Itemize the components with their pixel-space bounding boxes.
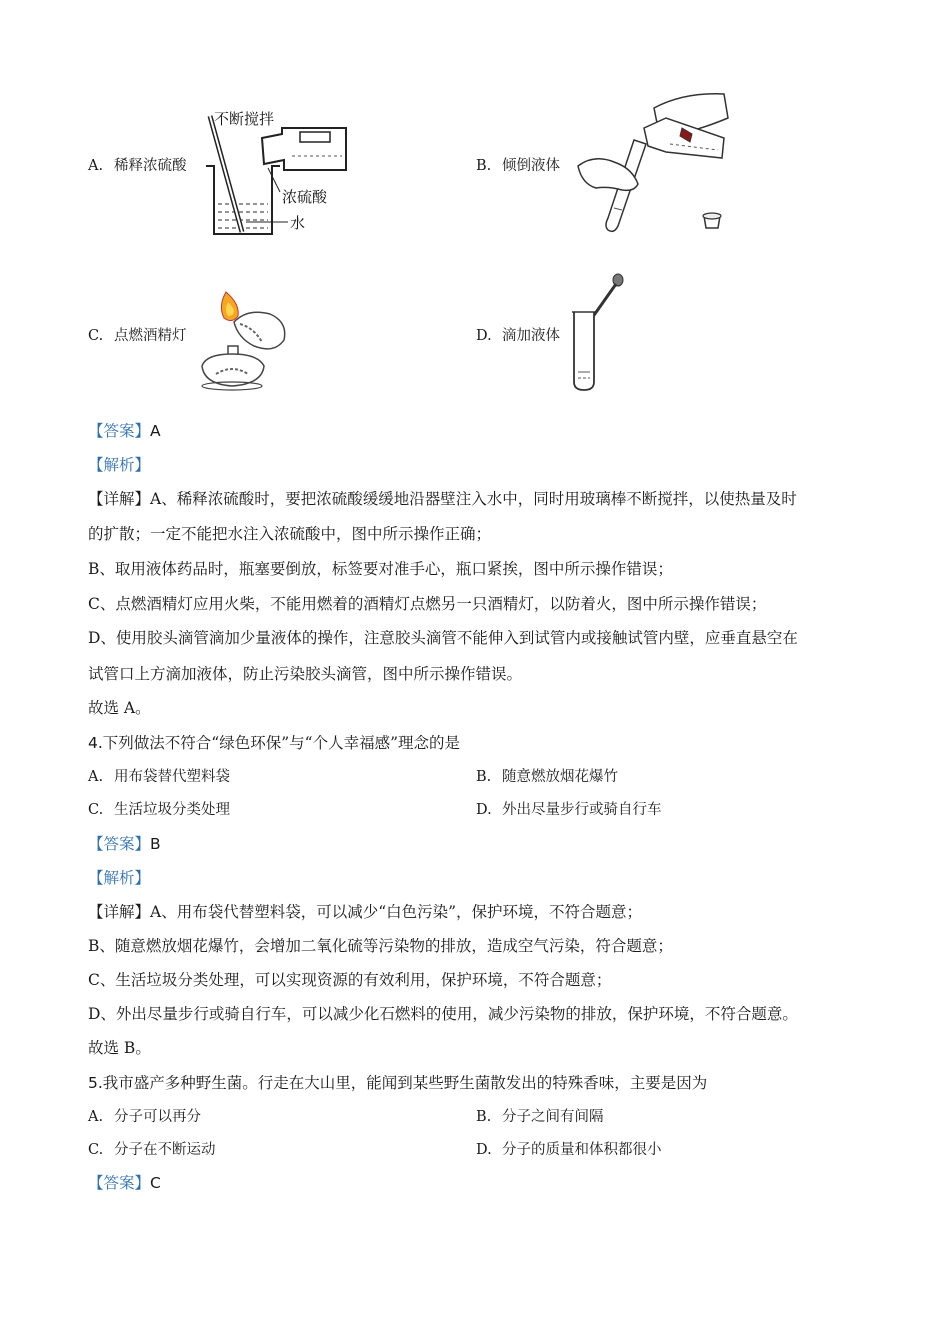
- option-text: 点燃酒精灯: [114, 328, 187, 344]
- option-letter: B.: [476, 158, 492, 174]
- question-number: 5: [88, 1074, 98, 1092]
- q5-option-d: [476, 1140, 662, 1160]
- option-letter: C.: [88, 802, 104, 818]
- q3-option-d: [476, 326, 560, 346]
- q4-detail-line-4: D、外出尽量步行或骑自行车，可以减少化石燃料的使用，减少污染物的排放，保护环境，不符合题意。: [88, 1005, 798, 1023]
- q3-option-c: [88, 326, 187, 346]
- q3-detail-line-6: 试管口上方滴加液体，防止污染胶头滴管，图中所示操作错误。: [88, 665, 523, 683]
- q3-answer: [88, 421, 161, 441]
- option-text: 稀释浓硫酸: [114, 158, 187, 174]
- option-letter: D.: [476, 1142, 492, 1158]
- drop-liquid-figure: [568, 272, 632, 394]
- q5-answer: [88, 1173, 161, 1193]
- option-letter: C.: [88, 1142, 104, 1158]
- q4-detail-line-2: B、随意燃放烟花爆竹，会增加二氧化硫等污染物的排放，造成空气污染，符合题意；: [88, 937, 673, 955]
- detail-label: 【详解】: [88, 490, 151, 508]
- analysis-label: 【解析】: [88, 456, 151, 474]
- option-letter: A.: [88, 1109, 104, 1125]
- q5-option-b: [476, 1107, 604, 1127]
- option-text: 外出尽量步行或骑自行车: [502, 802, 662, 818]
- pour-liquid-figure: [574, 88, 734, 238]
- q5-option-a: [88, 1107, 201, 1127]
- option-text: 倾倒液体: [502, 158, 560, 174]
- q5-option-c: [88, 1140, 216, 1160]
- q3-detail-line-2: 的扩散；一定不能把水注入浓硫酸中，图中所示操作正确；: [88, 525, 492, 543]
- q4-detail-line-1: [88, 902, 642, 922]
- answer-value: B: [150, 835, 161, 853]
- option-text: 随意燃放烟花爆竹: [502, 769, 618, 785]
- analysis-label: 【解析】: [88, 869, 151, 887]
- acid-label: 浓硫酸: [282, 188, 328, 206]
- option-letter: D.: [476, 802, 492, 818]
- option-text: 用布袋替代塑料袋: [114, 769, 230, 785]
- q4-analysis-label: [88, 868, 150, 888]
- q4-option-d: [476, 800, 662, 820]
- option-letter: B.: [476, 1109, 492, 1125]
- option-text: 分子在不断运动: [114, 1142, 216, 1158]
- answer-value: C: [150, 1174, 161, 1192]
- option-text: 生活垃圾分类处理: [114, 802, 230, 818]
- answer-value: A: [150, 422, 161, 440]
- option-text: 分子之间有间隔: [502, 1109, 604, 1125]
- q4-conclusion: 故选 B。: [88, 1039, 151, 1057]
- light-lamp-figure: [192, 288, 296, 392]
- q3-option-a: [88, 156, 187, 176]
- q4-option-c: [88, 800, 230, 820]
- option-letter: C.: [88, 328, 104, 344]
- question-text: .下列做法不符合“绿色环保”与“个人幸福感”理念的是: [97, 734, 460, 752]
- option-letter: A.: [88, 769, 104, 785]
- q3-option-b: [476, 156, 560, 176]
- detail-text: A、稀释浓硫酸时，要把浓硫酸缓缓地沿器壁注入水中，同时用玻璃棒不断搅拌，以使热量及时: [150, 490, 797, 508]
- option-letter: D.: [476, 328, 492, 344]
- q3-detail-line-1: [88, 489, 797, 509]
- question-number: 4: [88, 734, 98, 752]
- q4-detail-line-3: C、生活垃圾分类处理，可以实现资源的有效利用，保护环境，不符合题意；: [88, 971, 612, 989]
- answer-label: 【答案】: [88, 422, 151, 440]
- option-letter: B.: [476, 769, 492, 785]
- q4-option-b: [476, 767, 618, 787]
- water-label: 水: [290, 214, 306, 232]
- q3-detail-line-4: C、点燃酒精灯应用火柴，不能用燃着的酒精灯点燃另一只酒精灯，以防着火，图中所示操作错误；: [88, 595, 767, 613]
- q3-conclusion: 故选 A。: [88, 699, 151, 717]
- stir-label: 不断搅拌: [214, 110, 275, 128]
- option-letter: A.: [88, 158, 104, 174]
- q3-detail-line-3: B、取用液体药品时，瓶塞要倒放，标签要对准手心，瓶口紧挨，图中所示操作错误；: [88, 560, 673, 578]
- detail-text: A、用布袋代替塑料袋，可以减少“白色污染”，保护环境，不符合题意；: [150, 903, 643, 921]
- option-text: 分子的质量和体积都很小: [502, 1142, 662, 1158]
- dilute-acid-figure: [196, 104, 356, 240]
- detail-label: 【详解】: [88, 903, 151, 921]
- q5-stem: [88, 1073, 707, 1093]
- q4-answer: [88, 834, 161, 854]
- answer-label: 【答案】: [88, 835, 151, 853]
- option-text: 滴加液体: [502, 328, 560, 344]
- q4-stem: [88, 733, 460, 753]
- q3-detail-line-5: D、使用胶头滴管滴加少量液体的操作，注意胶头滴管不能伸入到试管内或接触试管内壁，应垂直悬空在: [88, 629, 798, 647]
- question-text: .我市盛产多种野生菌。行走在大山里，能闻到某些野生菌散发出的特殊香味，主要是因为: [97, 1074, 708, 1092]
- q4-option-a: [88, 767, 230, 787]
- answer-label: 【答案】: [88, 1174, 151, 1192]
- option-text: 分子可以再分: [114, 1109, 201, 1125]
- q3-analysis-label: [88, 455, 150, 475]
